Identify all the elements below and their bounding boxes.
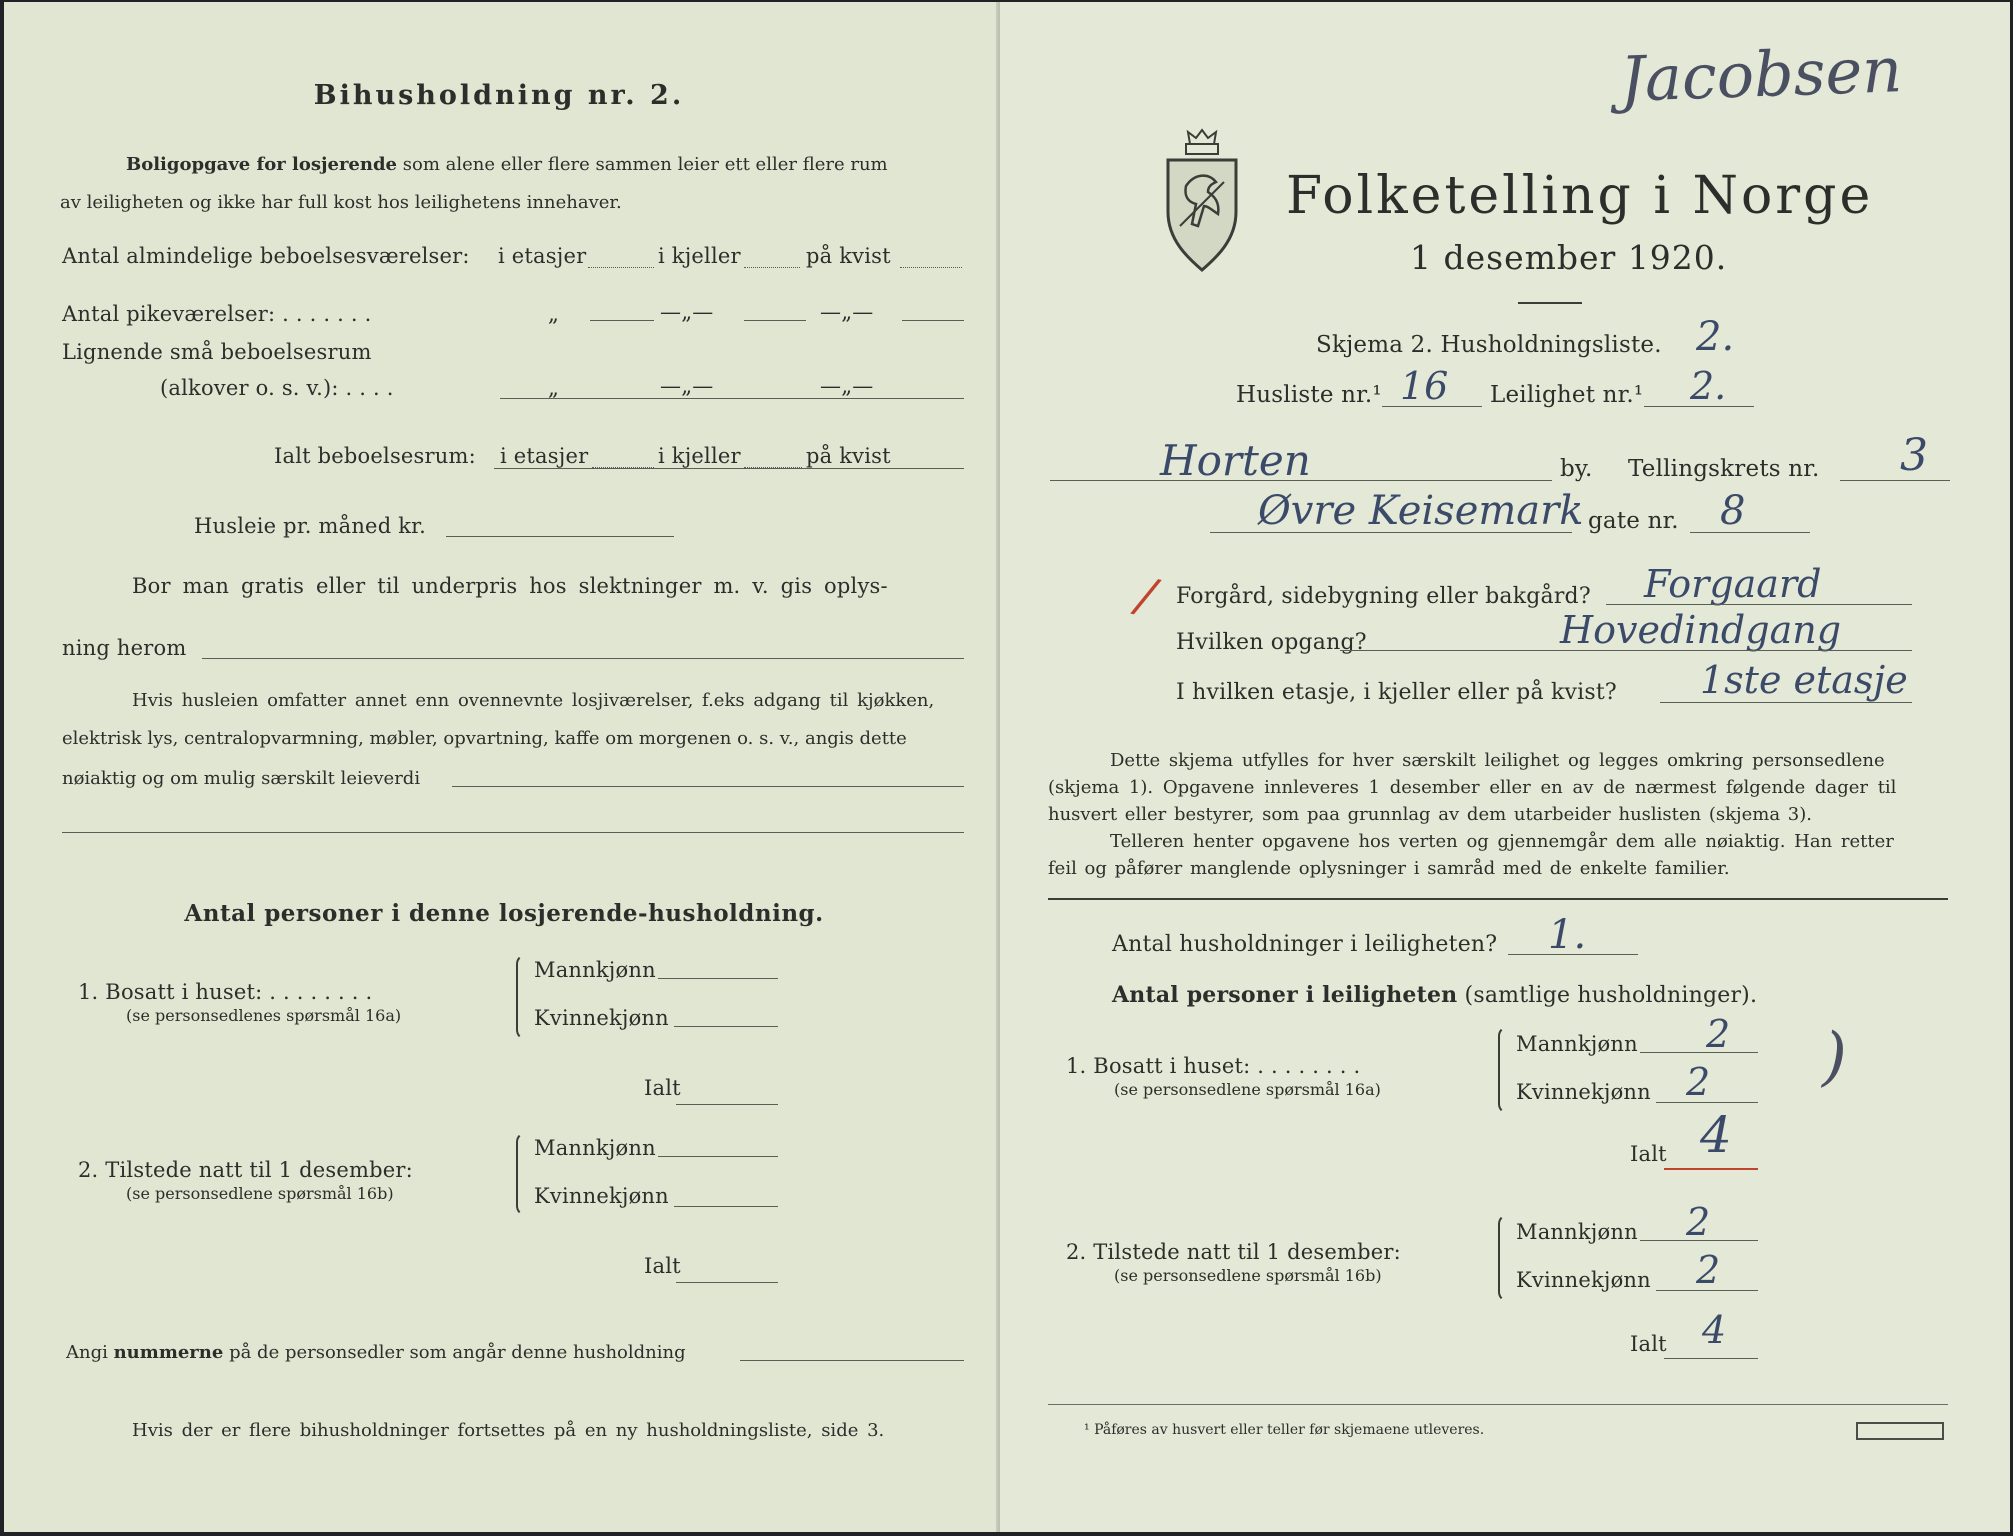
extra-line-2: elektrisk lys, centralopvarmning, møbler, opvartning, kaffe om morgenen o. s. v., angis dette	[62, 728, 907, 749]
right-q1-label: 1. Bosatt i huset: . . . . . . . .	[1066, 1054, 1361, 1078]
right-q2-kvinne: Kvinnekjønn	[1516, 1268, 1651, 1292]
rooms-col-kjeller: i kjeller	[658, 244, 741, 268]
rooms-kjeller-line	[744, 267, 800, 268]
persons-heading: Antal personer i denne losjerende-husholdning.	[184, 900, 824, 927]
street-value: Øvre Keisemark	[1258, 488, 1584, 534]
left-q2-brace	[516, 1132, 528, 1216]
section-rule	[1048, 898, 1948, 900]
right-q1-ialt-line	[1664, 1168, 1758, 1170]
note2-line-2: feil og påfører manglende oplysninger i samråd med de enkelte familier.	[1048, 858, 1730, 879]
left-page	[4, 2, 1000, 1532]
pencil-bracket-icon: )	[1822, 1020, 1847, 1094]
husliste-label: Husliste nr.¹	[1236, 382, 1382, 408]
extra-line-full	[62, 832, 964, 833]
left-q1-sub: (se personsedlenes spørsmål 16a)	[126, 1006, 402, 1025]
forgard-value: Forgaard	[1644, 562, 1822, 606]
right-page	[1000, 2, 2010, 1532]
left-q2-sub: (se personsedlene spørsmål 16b)	[126, 1184, 394, 1203]
skjema-label: Skjema 2. Husholdningsliste.	[1316, 332, 1662, 358]
left-q2-mann: Mannkjønn	[534, 1136, 656, 1160]
lign-ditto: „	[548, 376, 560, 400]
angi-line	[66, 1342, 686, 1363]
pike-ditto-3: —„—	[820, 300, 874, 324]
gate-line	[1690, 532, 1810, 533]
lign-ditto-3: —„—	[820, 374, 874, 398]
right-q2-sub: (se personsedlene spørsmål 16b)	[1114, 1266, 1382, 1285]
leilighet-value: 2.	[1690, 364, 1727, 408]
rooms-etasje-line	[588, 267, 654, 268]
right-q2-brace	[1498, 1214, 1510, 1302]
extra-line	[452, 786, 964, 787]
note1-line-2: (skjema 1). Opgavene innleveres 1 desember eller en av de nærmest følgende dager til	[1048, 777, 1897, 798]
rooms-col-kvist: på kvist	[806, 244, 891, 268]
pike-label: Antal pikeværelser: . . . . . . .	[62, 302, 372, 326]
gratis-line	[202, 658, 964, 659]
right-q2-mann: Mannkjønn	[1516, 1220, 1638, 1244]
right-q1-ialt: Ialt	[1630, 1142, 1667, 1166]
footnote: ¹ Påføres av husvert eller teller før skjemaene utleveres.	[1084, 1422, 1485, 1438]
left-q2-kvinne: Kvinnekjønn	[534, 1184, 669, 1208]
left-q1-ialt: Ialt	[644, 1076, 681, 1100]
rooms-col-etasje: i etasjer	[498, 244, 587, 268]
street-line	[1210, 532, 1572, 533]
husholdninger-line	[1508, 954, 1638, 955]
etasje-label: I hvilken etasje, i kjeller eller på kvist?	[1176, 680, 1617, 705]
right-q2-ialt: Ialt	[1630, 1332, 1667, 1356]
left-q1-brace	[516, 954, 528, 1040]
left-q1-mann-line	[658, 978, 778, 979]
left-title: Bihusholdning nr. 2.	[313, 80, 685, 111]
right-q2-kvinne-line	[1656, 1290, 1758, 1291]
krets-label: Tellingskrets nr.	[1628, 456, 1820, 482]
husleie-line	[446, 536, 674, 537]
pike-line-1	[590, 320, 654, 321]
angi-bold: nummerne	[113, 1342, 224, 1363]
leilighet-line	[1644, 406, 1754, 407]
gratis-line-1: Bor man gratis eller til underpris hos slektninger m. v. gis oplys-	[132, 574, 888, 598]
intro-line-2: av leiligheten og ikke har full kost hos leilighetens innehaver.	[60, 192, 622, 213]
skjema-value: 2.	[1696, 314, 1735, 360]
note1-line-1: Dette skjema utfylles for hver særskilt leilighet og legges omkring personsedlene	[1110, 750, 1885, 771]
ialt-col-kvist: på kvist	[806, 444, 891, 468]
left-q1-ialt-line	[676, 1104, 778, 1105]
leilighet-label: Leilighet nr.¹	[1490, 382, 1644, 408]
lign-label-1: Lignende små beboelsesrum	[62, 340, 372, 364]
gate-value: 8	[1720, 488, 1746, 534]
extra-line-1: Hvis husleien omfatter annet enn ovennevnte losjiværelser, f.eks adgang til kjøkken,	[132, 690, 935, 711]
left-q2-label: 2. Tilstede natt til 1 desember:	[78, 1158, 413, 1182]
pike-line-2	[744, 320, 806, 321]
etasje-value: 1ste etasje	[1700, 658, 1908, 702]
right-q2-ialt-line	[1664, 1358, 1758, 1359]
left-q2-kvinne-line	[674, 1206, 778, 1207]
right-q1-mann-value: 2	[1706, 1012, 1731, 1056]
ialt-col-kjeller: i kjeller	[658, 444, 741, 468]
opgang-value: Hovedindgang	[1560, 608, 1842, 652]
signature: Jacobsen	[1618, 33, 1904, 116]
right-q2-ialt-value: 4	[1702, 1308, 1727, 1352]
ialt-col-etasje: i etasjer	[500, 444, 589, 468]
pike-line-3	[902, 320, 964, 321]
ialt-rooms-label: Ialt beboelsesrum:	[274, 444, 476, 468]
krets-line	[1840, 480, 1950, 481]
right-q2-kvinne-value: 2	[1696, 1248, 1721, 1292]
angi-rest: på de personsedler som angår denne husholdning	[223, 1342, 686, 1363]
persons-bold: Antal personer i leiligheten	[1112, 982, 1458, 1008]
forgard-line	[1606, 604, 1912, 605]
left-q2-ialt: Ialt	[644, 1254, 681, 1278]
angi-underline	[740, 1360, 964, 1361]
pike-ditto: „	[548, 302, 560, 326]
husholdninger-value: 1.	[1548, 912, 1587, 958]
husliste-value: 16	[1400, 364, 1449, 408]
left-q2-mann-line	[658, 1156, 778, 1157]
rooms-kvist-line	[900, 267, 962, 268]
coat-of-arms-icon	[1160, 126, 1244, 278]
lign-label-2: (alkover o. s. v.): . . . .	[160, 376, 394, 400]
title-rule	[1518, 302, 1582, 304]
form-date: 1 desember 1920.	[1410, 238, 1728, 277]
right-q1-mann-line	[1640, 1052, 1758, 1053]
right-q1-kvinne-value: 2	[1686, 1060, 1711, 1104]
rooms-label: Antal almindelige beboelsesværelser:	[62, 244, 470, 268]
etasje-line	[1660, 702, 1912, 703]
note1-line-3: husvert eller bestyrer, som paa grunnlag av dem utarbeider huslisten (skjema 3).	[1048, 804, 1812, 825]
red-pencil-mark: /	[1132, 566, 1160, 626]
intro-rest: som alene eller flere sammen leier ett eller flere rum	[402, 154, 888, 175]
left-q1-kvinne-line	[674, 1026, 778, 1027]
left-q1-kvinne: Kvinnekjønn	[534, 1006, 669, 1030]
lign-ditto-2: —„—	[660, 374, 714, 398]
intro-bold: Boligopgave for losjerende	[126, 154, 398, 175]
angi-pre: Angi	[66, 1342, 114, 1363]
intro-line-1	[126, 154, 888, 175]
extra-line-3: nøiaktig og om mulig særskilt leieverdi	[62, 768, 421, 789]
right-q1-mann: Mannkjønn	[1516, 1032, 1638, 1056]
right-q2-mann-line	[1640, 1240, 1758, 1241]
right-q1-ialt-value: 4	[1700, 1106, 1732, 1164]
left-q1-label: 1. Bosatt i huset: . . . . . . . .	[78, 980, 373, 1004]
lign-line	[500, 398, 964, 399]
right-q1-sub: (se personsedlene spørsmål 16a)	[1114, 1080, 1381, 1099]
left-q1-mann: Mannkjønn	[534, 958, 656, 982]
right-q2-label: 2. Tilstede natt til 1 desember:	[1066, 1240, 1401, 1264]
opgang-line	[1340, 650, 1912, 651]
ialt-rooms-line	[494, 468, 964, 469]
krets-value: 3	[1900, 430, 1928, 481]
form-title: Folketelling i Norge	[1286, 166, 1874, 226]
by-label: by.	[1560, 456, 1593, 482]
footnote-rule	[1048, 1404, 1948, 1405]
persons-rest: (samtlige husholdninger).	[1464, 983, 1758, 1008]
gate-label: gate nr.	[1588, 508, 1679, 534]
forgard-label: Forgård, sidebygning eller bakgård?	[1176, 584, 1591, 609]
right-q1-kvinne-line	[1656, 1102, 1758, 1103]
city-value: Horten	[1160, 436, 1311, 485]
right-q1-kvinne: Kvinnekjønn	[1516, 1080, 1651, 1104]
left-q2-ialt-line	[676, 1282, 778, 1283]
husleie-label: Husleie pr. måned kr.	[194, 514, 426, 538]
persons-line	[1112, 982, 1757, 1008]
printer-stamp	[1856, 1422, 1944, 1440]
city-line	[1050, 480, 1552, 481]
husholdninger-label: Antal husholdninger i leiligheten?	[1112, 932, 1498, 957]
right-q2-mann-value: 2	[1686, 1200, 1711, 1244]
pike-ditto-2: —„—	[660, 300, 714, 324]
husliste-line	[1382, 406, 1482, 407]
right-q1-brace	[1498, 1026, 1510, 1114]
gratis-line-2: ning herom	[62, 636, 187, 660]
left-footer: Hvis der er flere bihusholdninger fortsettes på en ny husholdningsliste, side 3.	[132, 1420, 885, 1441]
note2-line-1: Telleren henter opgavene hos verten og gjennemgår dem alle nøiaktig. Han retter	[1110, 831, 1894, 852]
opgang-label: Hvilken opgang?	[1176, 630, 1367, 655]
